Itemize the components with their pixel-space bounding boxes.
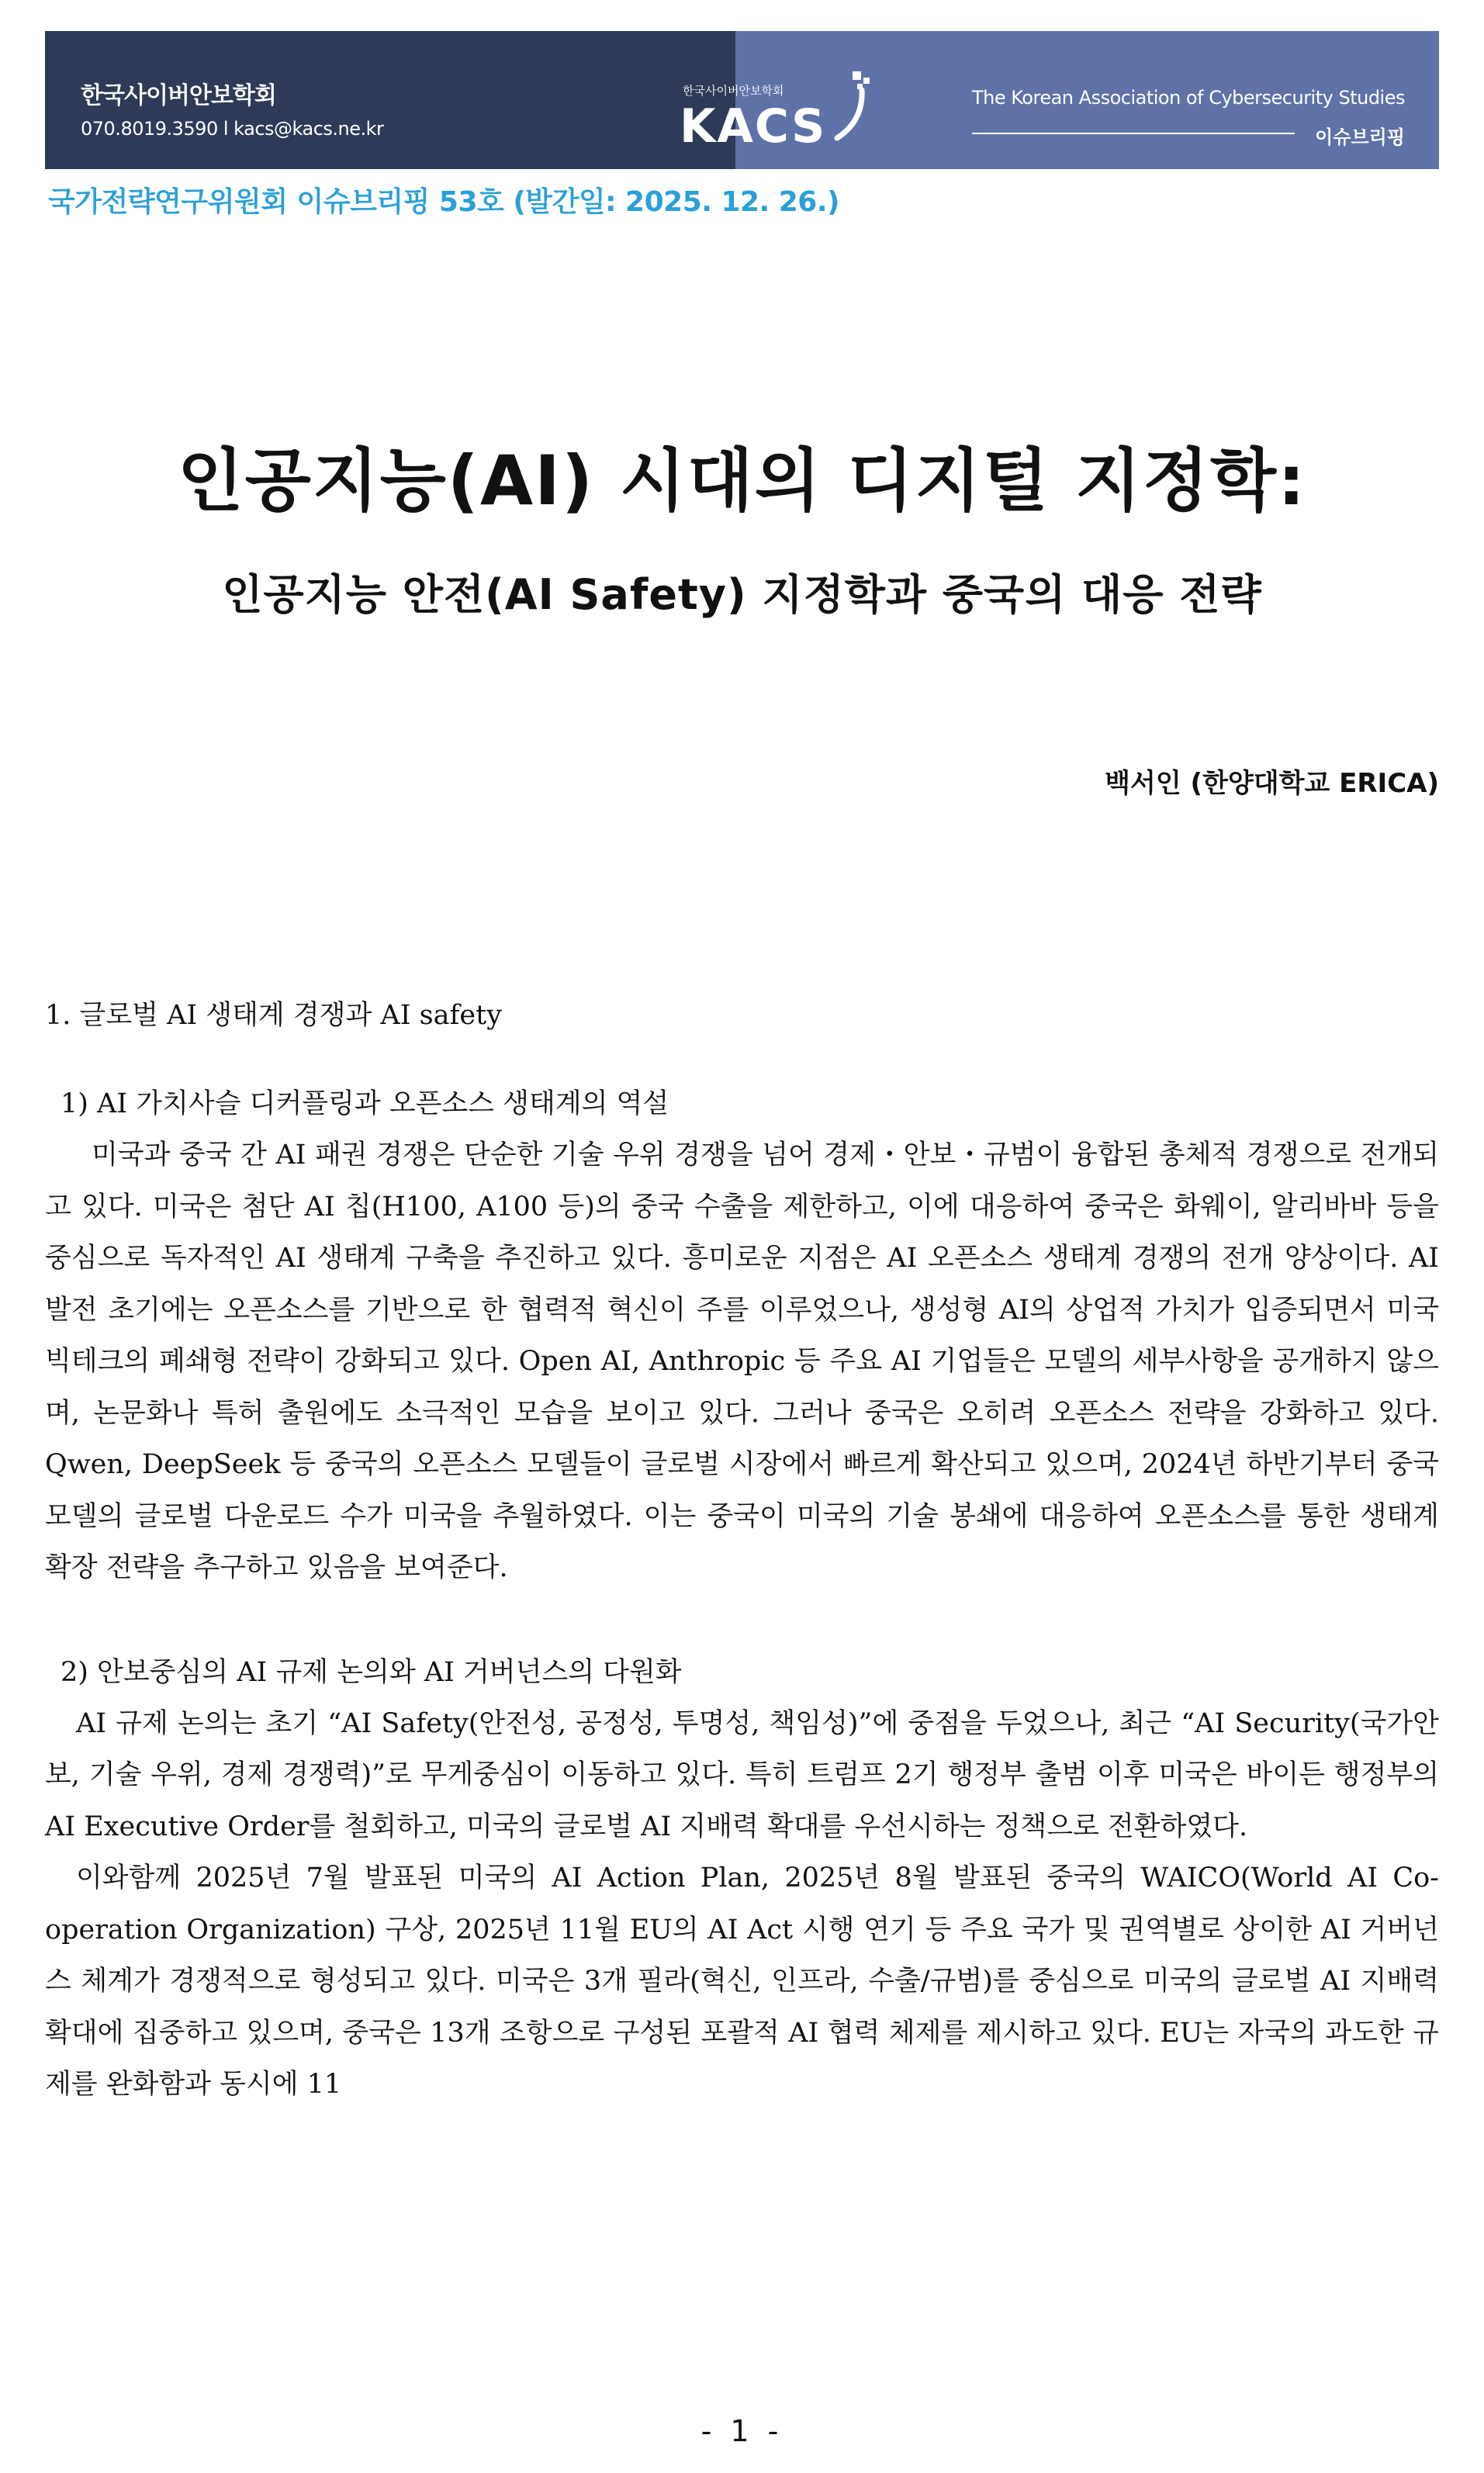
header-divider	[972, 133, 1295, 134]
header-left-panel	[45, 31, 735, 169]
body-content	[45, 997, 1439, 2111]
page-subtitle: 인공지능 안전(AI Safety) 지정학과 중국의 대응 전략	[222, 570, 1262, 619]
section-heading: 1. 글로벌 AI 생태계 경쟁과 AI safety	[45, 1000, 502, 1031]
author: 백서인 (한양대학교 ERICA)	[1105, 768, 1439, 799]
subsection-heading: 2) 안보중심의 AI 규제 논의와 AI 거버넌스의 다원화	[61, 1656, 682, 1688]
series-label: 이슈브리핑	[1315, 126, 1405, 148]
logo-small-text: 한국사이버안보학회	[683, 84, 784, 98]
paragraph: 미국과 중국 간 AI 패권 경쟁은 단순한 기술 우위 경쟁을 넘어 경제・안보・규범이 융합된 총체적 경쟁으로 전개되고 있다. 미국은 첨단 AI 칩(H100, A100 등)의 중국 수출을 제한하고, 이에 대응하여 중국은 화웨이, 알리바바 등을 중심으로 독자적인 AI 생태계 구축을 추진하고 있다. 흥미로운 지점은 AI 오픈소스 생태계 경쟁의 전개 양상이다. AI 발전 초기에는 오픈소스를 기반으로 한 협력적 혁신이 주를 이루었으나, 생성형 AI의 상업적 가치가 입증되면서 미국 빅테크의 폐쇄형 전략이 강화되고 있다. Open AI, Anthropic 등 주요 AI 기업들은 모델의 세부사항을 공개하지 않으며, 논문화나 특허 출원에도 소극적인 모습을 보이고 있다. 그러나 중국은 오히려 오픈소스 전략을 강화하고 있다. Qwen, DeepSeek 등 중국의 오픈소스 모델들이 글로벌 시장에서 빠르게 확산되고 있으며, 2024년 하반기부터 중국 모델의 글로벌 다운로드 수가 미국을 추월하였다. 이는 중국이 미국의 기술 봉쇄에 대응하여 오픈소스를 통한 생태계 확장 전략을 추구하고 있음을 보여준다.	[45, 1140, 1439, 1583]
page-number: - 1 -	[700, 2414, 784, 2448]
issue-line: 국가전략연구위원회 이슈브리핑 53호 (발간일: 2025. 12. 26.)	[48, 186, 839, 218]
logo-text: KACS	[680, 99, 827, 154]
kacs-logo	[642, 61, 875, 154]
org-name-en: The Korean Association of Cybersecurity Studies	[972, 87, 1405, 109]
paragraph: AI 규제 논의는 초기 “AI Safety(안전성, 공정성, 투명성, 책임성)”에 중점을 두었으나, 최근 “AI Security(국가안보, 기술 우위, 경제 경쟁력)”로 무게중심이 이동하고 있다. 특히 트럼프 2기 행정부 출범 이후 미국은 바이든 행정부의 AI Executive Order를 철회하고, 미국의 글로벌 AI 지배력 확대를 우선시하는 정책으로 전환하였다.	[45, 1707, 1439, 1842]
subsection-heading: 1) AI 가치사슬 디커플링과 오픈소스 생태계의 역설	[61, 1088, 669, 1119]
header-banner	[45, 31, 1439, 169]
page-title: 인공지능(AI) 시대의 디지털 지정학:	[177, 441, 1307, 521]
org-contact: 070.8019.3590 l kacs@kacs.ne.kr	[81, 118, 384, 140]
spacer	[45, 1594, 1439, 1647]
paragraph: 이와함께 2025년 7월 발표된 미국의 AI Action Plan, 2025년 8월 발표된 중국의 WAICO(World AI Co-operation Organization) 구상, 2025년 11월 EU의 AI Act 시행 연기 등 주요 국가 및 권역별로 상이한 AI 거버넌스 체계가 경쟁적으로 형성되고 있다. 미국은 3개 필라(혁신, 인프라, 수출/규범)를 중심으로 미국의 글로벌 AI 지배력 확대에 집중하고 있으며, 중국은 13개 조항으로 구성된 포괄적 AI 협력 체제를 제시하고 있다. EU는 자국의 과도한 규제를 완화함과 동시에 11	[45, 1863, 1439, 2100]
logo-mark-icon	[832, 67, 873, 144]
org-name-ko: 한국사이버안보학회	[81, 82, 276, 109]
